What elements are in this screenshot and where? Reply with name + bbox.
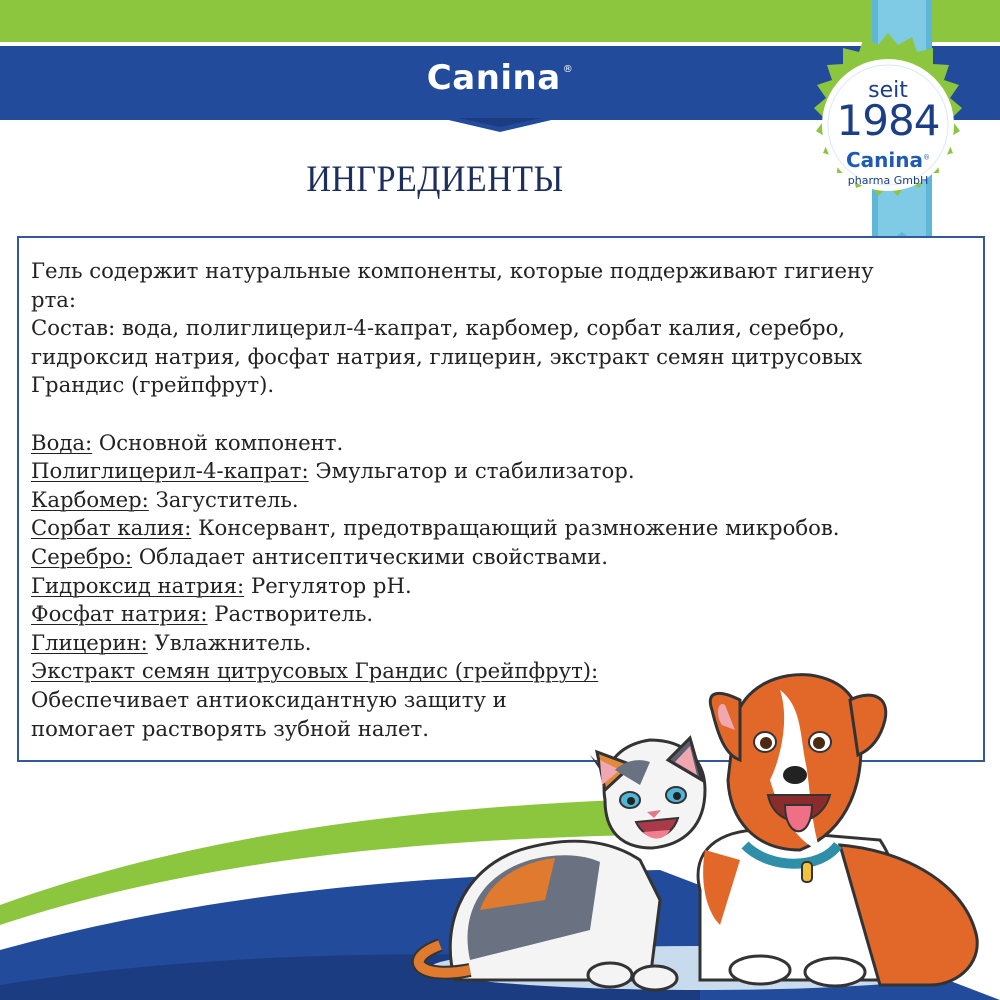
badge-year: 1984 [836,96,940,145]
brand-name: Canina [426,58,561,98]
ingredient-item [31,486,971,515]
ingredient-name: Глицерин: [31,629,148,655]
ingredient-desc: Консервант, предотвращающий размножение микробов. [191,515,840,541]
badge-seit-label: seit [868,78,908,103]
badge-brand-name: Canina [845,148,923,172]
extract-description: помогает растворять зубной налет. [31,715,429,741]
ingredient-name: Вода: [31,429,93,455]
ingredient-item [31,572,971,601]
ingredient-desc: Растворитель. [207,601,374,627]
ingredient-item [31,514,971,543]
composition-line: Состав: вода, полиглицерил-4-капрат, карбомер, сорбат калия, серебро, [31,315,846,341]
ingredient-desc: Загуститель. [148,486,299,512]
intro-line: Гель содержит натуральные компоненты, которые поддерживают гигиену [31,258,874,283]
ingredient-name: Фосфат натрия: [31,601,208,627]
ingredient-item [31,657,971,686]
composition-line: гидроксид натрия, фосфат натрия, глицерин, экстракт семян цитрусовых [31,343,863,369]
badge-trademark: ® [923,153,930,162]
ingredient-name: Карбомер: [31,486,149,512]
page-title: ИНГРЕДИЕНТЫ [306,159,564,200]
ingredient-name: Полиглицерил-4-капрат: [31,458,309,484]
ingredient-desc: Регулятор pH. [244,572,412,598]
badge-subtitle: pharma GmbH [847,174,929,187]
ingredient-item [31,629,971,658]
ingredient-desc: Обладает антисептическими свойствами. [132,543,608,569]
ingredient-item [31,543,971,572]
ingredient-desc: Эмульгатор и стабилизатор. [308,458,635,484]
composition-line: Грандис (грейпфрут). [31,372,275,398]
ingredient-name: Сорбат калия: [31,515,192,541]
extract-description: Обеспечивает антиоксидантную защиту и [31,686,507,712]
ingredient-item [31,600,971,629]
intro-line: рта: [31,286,77,312]
ingredient-name: Гидроксид натрия: [31,572,245,598]
ingredient-desc: Основной компонент. [92,429,344,455]
ingredient-desc: Увлажнитель. [147,629,312,655]
ingredient-item [31,429,971,458]
ingredients-text [31,257,971,743]
ingredient-name: Экстракт семян цитрусовых Грандис (грейпфрут): [31,658,599,684]
ingredient-name: Серебро: [31,543,133,569]
ingredient-item [31,457,971,486]
trademark-symbol: ® [562,64,574,75]
